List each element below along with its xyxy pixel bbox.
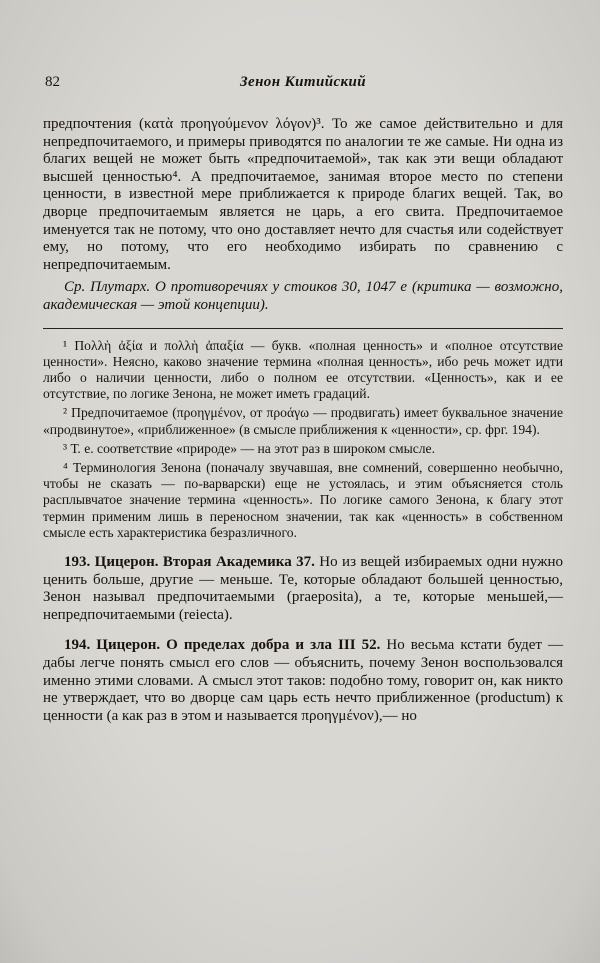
footnote-separator [43, 328, 563, 329]
fragment-193-lead: 193. Цицерон. Вторая Академика 37. [64, 553, 315, 570]
page-body [43, 116, 563, 725]
reference-paragraph: Ср. Плутарх. О противоречиях у стоиков 30, 1047 е (критика — возможно, академическая — этой концепции). [43, 279, 563, 313]
footnote-3: ³ Т. е. соответствие «природе» — на этот раз в широком смысле. [63, 440, 435, 456]
fragment-194-lead: 194. Цицерон. О пределах добра и зла III 52. [64, 637, 381, 654]
fragment-193 [43, 554, 563, 624]
fragment-193-text: Но из вещей избираемых одни нужно ценить больше, другие — меньше. Те, которые обладают большей ценностью, Зенон называл предпочитаемыми (praeposita), а те, которые меньшей,— непредпочитаемыми (reiecta). [43, 553, 563, 623]
page-header [43, 74, 563, 96]
fragment-194 [43, 637, 563, 725]
fragment-194-text: Но весьма кстати будет — дабы легче понять смысл его слов — объяснить, почему Зенон воспользовался именно этими словами. А смысл этот таков: подобно тому, говорит он, как никто не утверждает, что во дворце сам царь есть нечто приближенное (productum) к ценности (а как раз в этом и называется προηγμένον),— но [43, 637, 563, 724]
footnote-1: ¹ Πολλὴ ἀξία и πολλὴ ἀπαξία — букв. «полная ценность» и «полное отсутствие ценности». Неясно, каково значение термина «полная ценность», ибо речь может идти либо о наличии ценности, либо о полном ее отсутствии. «Ценность», как и ее отсутствие, по логике Зенона, не может иметь градаций. [43, 337, 563, 402]
footnote-2: ² Предпочитаемое (προηγμένον, от προάγω — продвигать) имеет буквальное значение «продвинутое», «приближенное» (в смысле приближения к «ценности», ср. фрг. 194). [43, 405, 563, 437]
body-paragraph: предпочтения (κατὰ προηγούμενον λόγον)³. То же самое действительно и для непредпочитаемого, и примеры приводятся по аналогии те же самые. Ни одна из благих вещей не может быть «предпочитаемой», так как эти вещи обладают высшей ценностью⁴. А предпочитаемое, занимая второе место по степени ценности, в известной мере приближается к природе благих вещей. Так, во дворце предпочитаемым является не царь, а его свита. Предпочитаемое именуется так не потому, что оно доставляет нечто для счастья или содействует ему, но потому, что его необходимо избирать по сравнению с непредпочитаемым. [43, 116, 563, 273]
footnote-4: ⁴ Терминология Зенона (поначалу звучавшая, вне сомнений, совершенно необычно, чтобы не сказать — по-варварски) еще не устоялась, и этим объясняется столь расплывчатое значение термина «ценность». По логике самого Зенона, к благу этот термин применим лишь в переносном значении, так как «ценность» в собственном смысле есть характеристика безразличного. [43, 459, 563, 540]
footnotes-section [43, 338, 563, 541]
running-title: Зенон Китийский [239, 74, 366, 90]
page-number: 82 [45, 74, 60, 90]
